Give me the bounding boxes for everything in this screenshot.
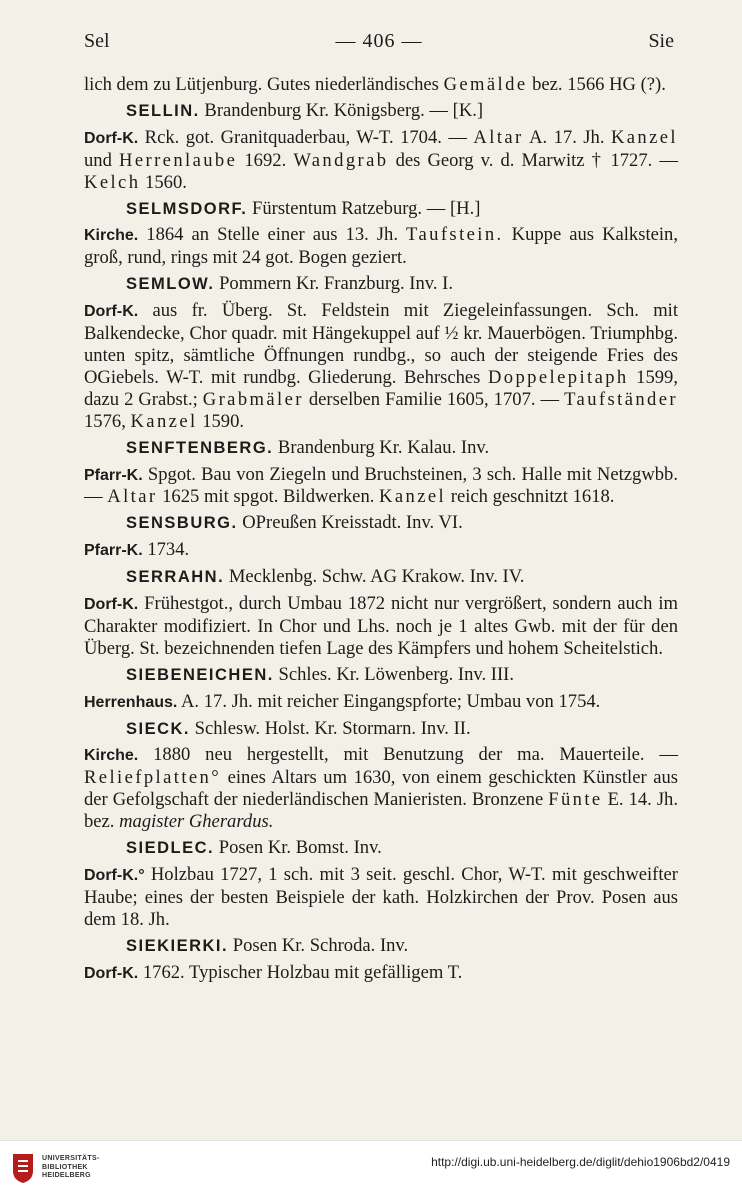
place-heading-sellin: SELLIN. Brandenburg Kr. Königsberg. — [K.] xyxy=(126,99,484,121)
page-number: — 406 — xyxy=(335,30,423,52)
entry-siekierki: Dorf-K. 1762. Typischer Holzbau mit gefälligem T. xyxy=(84,961,463,983)
place-heading-sieck: SIECK. Schlesw. Holst. Kr. Stormarn. Inv. II. xyxy=(126,717,471,739)
library-seal-icon xyxy=(10,1151,36,1185)
place-heading-siekierki: SIEKIERKI. Posen Kr. Schroda. Inv. xyxy=(126,934,409,956)
text-continuation: lich dem zu Lütjenburg. Gutes niederländisches Gemälde bez. 1566 HG (?). xyxy=(84,74,666,95)
entry-siebeneichen: Herrenhaus. A. 17. Jh. mit reicher Eingangspforte; Umbau von 1754. xyxy=(84,690,601,712)
entry-serrahn: Dorf-K. Frühestgot., durch Umbau 1872 nicht nur vergrößert, sondern auch im Charakter modifiziert. In Chor und Lhs. noch je 1 altes Gwb. mit der für den Überg. St. bezeichnenden tiefen Lage des Kämpfers und hohem Scheitelstich. xyxy=(84,593,678,659)
header-right: Sie xyxy=(648,30,674,52)
place-heading-siebeneichen: SIEBENEICHEN. Schles. Kr. Löwenberg. Inv. III. xyxy=(126,663,514,685)
entry-senftenberg: Pfarr-K. Spgot. Bau von Ziegeln und Bruchsteinen, 3 sch. Halle mit Netzgwbb. — Altar 1625 mit spgot. Bildwerken. Kanzel reich geschnitzt 1618. xyxy=(84,463,678,508)
running-header xyxy=(84,30,674,56)
place-heading-semlow: SEMLOW. Pommern Kr. Franzburg. Inv. I. xyxy=(126,273,454,295)
place-heading-siedlec: SIEDLEC. Posen Kr. Bomst. Inv. xyxy=(126,837,382,859)
library-logo[interactable] xyxy=(10,1151,100,1185)
entry-sensburg: Pfarr-K. 1734. xyxy=(84,539,190,561)
viewer-footer xyxy=(0,1140,742,1196)
source-url[interactable]: http://digi.ub.uni-heidelberg.de/diglit/dehio1906bd2/0419 xyxy=(431,1155,730,1169)
place-heading-sensburg: SENSBURG. OPreußen Kreisstadt. Inv. VI. xyxy=(126,512,463,534)
entry-sellin: Dorf-K. Rck. got. Granitquaderbau, W-T. 1704. — Altar A. 17. Jh. Kanzel und Herrenlaube 1692. Wandgrab des Georg v. d. Marwitz † 1727. — Kelch 1560. xyxy=(84,126,678,193)
place-heading-senftenberg: SENFTENBERG. Brandenburg Kr. Kalau. Inv. xyxy=(126,436,490,458)
entry-selmsdorf: Kirche. 1864 an Stelle einer aus 13. Jh. Taufstein. Kuppe aus Kalkstein, groß, rund, rings mit 24 got. Bogen geziert. xyxy=(84,224,678,269)
library-name: UNIVERSITÄTS- BIBLIOTHEK HEIDELBERG xyxy=(42,1155,100,1180)
page-body xyxy=(84,74,678,985)
place-heading-serrahn: SERRAHN. Mecklenbg. Schw. AG Krakow. Inv. IV. xyxy=(126,566,525,588)
entry-semlow: Dorf-K. aus fr. Überg. St. Feldstein mit Ziegeleinfassungen. Sch. mit Balkendecke, Chor quadr. mit Hängekuppel auf ½ kr. Mauerbögen. Triumphbg. unten spitz, sämtliche Öffnungen rundbg., so auch der steigende Fries des OGiebels. W-T. mit rundbg. Gliederung. Behrsches Doppelepitaph 1599, dazu 2 Grabst.; Grabmäler derselben Familie 1605, 1707. — Taufständer 1576, Kanzel 1590. xyxy=(84,300,678,432)
entry-siedlec: Dorf-K.° Holzbau 1727, 1 sch. mit 3 seit. geschl. Chor, W-T. mit geschweifter Haube; eines der besten Beispiele der kath. Holzkirchen der Prov. Posen aus dem 18. Jh. xyxy=(84,864,678,930)
header-left: Sel xyxy=(84,30,110,52)
place-heading-selmsdorf: SELMSDORF. Fürstentum Ratzeburg. — [H.] xyxy=(126,197,481,219)
entry-sieck: Kirche. 1880 neu hergestellt, mit Benutzung der ma. Mauerteile. — Reliefplatten° eines Altars um 1630, von einem geschickten Künstler aus der Gefolgschaft der niederländischen Manieristen. Bronzene Fünte E. 14. Jh. bez. magister Gherardus. xyxy=(84,744,679,833)
